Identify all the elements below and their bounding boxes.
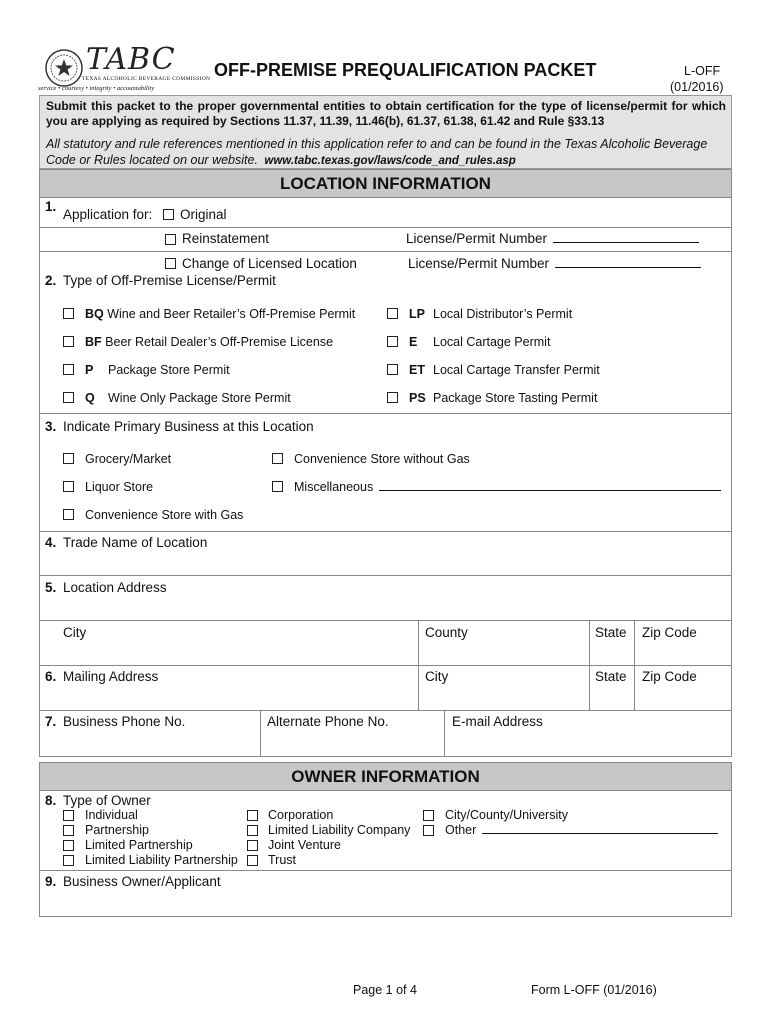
q8-number: 8.	[45, 793, 57, 808]
owner-partnership-label: Partnership	[85, 823, 149, 837]
mailing-state-label: State	[595, 669, 627, 684]
business-conv-nogas-checkbox[interactable]	[272, 453, 283, 464]
owner-corporation-checkbox[interactable]	[247, 810, 258, 821]
business-conv-gas-label: Convenience Store with Gas	[85, 508, 244, 522]
owner-llp-checkbox[interactable]	[63, 855, 74, 866]
location-city-label: City	[63, 625, 87, 640]
permit-q-checkbox[interactable]	[63, 392, 74, 403]
q4-label: Trade Name of Location	[63, 535, 208, 550]
permit-ps-code: PS	[409, 391, 426, 405]
owner-city-county-univ-checkbox[interactable]	[423, 810, 434, 821]
intro-note-text: All statutory and rule references mentioned in this application refer to and can be found in the Texas Alcoholic Beverage Code or Rules located on our website.	[46, 137, 708, 167]
q1-change-label: Change of Licensed Location	[182, 256, 357, 271]
license-number-input-2[interactable]	[555, 267, 701, 268]
intro-note	[46, 136, 730, 169]
q6-number: 6.	[45, 669, 57, 684]
permit-q-code: Q	[85, 391, 95, 405]
q7-number: 7.	[45, 714, 57, 729]
permit-e-checkbox[interactable]	[387, 336, 398, 347]
owner-trust-label: Trust	[268, 853, 297, 867]
trade-name-input[interactable]	[40, 552, 731, 574]
texas-seal-icon	[44, 48, 84, 88]
license-number-row-2	[408, 256, 701, 271]
owner-lp-label: Limited Partnership	[85, 838, 193, 852]
owner-other-label: Other	[445, 823, 477, 837]
owner-llp-label: Limited Liability Partnership	[85, 853, 238, 867]
license-number-input-1[interactable]	[553, 242, 699, 243]
owner-individual-label: Individual	[85, 808, 138, 822]
q2-number: 2.	[45, 273, 57, 288]
logo-motto: service • courtesy • integrity • accountability	[38, 85, 155, 92]
form-number: Form L-OFF (01/2016)	[531, 983, 657, 997]
license-number-label-2: License/Permit Number	[408, 256, 550, 271]
location-state-label: State	[595, 625, 627, 640]
email-label: E-mail Address	[452, 714, 543, 729]
permit-p-label: Package Store Permit	[108, 363, 230, 377]
checkbox-change-location[interactable]	[165, 258, 176, 269]
business-misc-input[interactable]	[379, 490, 721, 491]
tabc-logo	[38, 42, 211, 96]
q7-label: Business Phone No.	[63, 714, 186, 729]
q1-original-label: Original	[180, 207, 227, 222]
location-zip-label: Zip Code	[642, 625, 697, 640]
permit-code: BQ	[85, 307, 104, 321]
business-grocery-checkbox[interactable]	[63, 453, 74, 464]
owner-corporation-label: Corporation	[268, 808, 334, 822]
license-number-label-1: License/Permit Number	[406, 231, 548, 246]
owner-lp-checkbox[interactable]	[63, 840, 74, 851]
owner-section-heading: OWNER INFORMATION	[39, 762, 732, 791]
logo-wordmark: TABC	[86, 42, 176, 77]
form-code: L-OFF	[684, 64, 721, 78]
permit-e-code: E	[409, 335, 418, 349]
owner-llc-label: Limited Liability Company	[268, 823, 411, 837]
permit-lp-label: Local Distributor’s Permit	[433, 307, 573, 321]
permit-et-checkbox[interactable]	[387, 364, 398, 375]
permit-et-label: Local Cartage Transfer Permit	[433, 363, 600, 377]
q3-label: Indicate Primary Business at this Location	[63, 419, 314, 434]
business-grocery-label: Grocery/Market	[85, 452, 172, 466]
logo-subtitle: TEXAS ALCOHOLIC BEVERAGE COMMISSION	[82, 76, 211, 82]
intro-box	[39, 95, 732, 169]
q5-label: Location Address	[63, 580, 167, 595]
permit-code: BF	[85, 335, 102, 349]
permit-bf-checkbox[interactable]	[63, 336, 74, 347]
permit-p-checkbox[interactable]	[63, 364, 74, 375]
permit-bq-checkbox[interactable]	[63, 308, 74, 319]
intro-instructions: Submit this packet to the proper governmental entities to obtain certification for the type of license/permit for which you are applying as required by Sections 11.37, 11.39, 11.46(b), 61.37, 61.38, 61.42 and Rule §33.13	[46, 99, 726, 128]
checkbox-original[interactable]	[163, 209, 174, 220]
permit-label: Beer Retail Dealer’s Off-Premise License	[105, 335, 334, 349]
q1-reinstatement-label: Reinstatement	[182, 231, 270, 246]
page-title: OFF-PREMISE PREQUALIFICATION PACKET	[214, 60, 597, 80]
checkbox-reinstatement[interactable]	[165, 234, 176, 245]
business-liquor-label: Liquor Store	[85, 480, 154, 494]
permit-q-label: Wine Only Package Store Permit	[108, 391, 291, 405]
permit-ps-label: Package Store Tasting Permit	[433, 391, 598, 405]
business-owner-input[interactable]	[40, 892, 731, 916]
location-county-label: County	[425, 625, 468, 640]
business-liquor-checkbox[interactable]	[63, 481, 74, 492]
business-misc-checkbox[interactable]	[272, 481, 283, 492]
alt-phone-label: Alternate Phone No.	[267, 714, 389, 729]
license-number-row-1	[406, 231, 699, 246]
business-conv-nogas-label: Convenience Store without Gas	[294, 452, 470, 466]
owner-llc-checkbox[interactable]	[247, 825, 258, 836]
page-number: Page 1 of 4	[353, 983, 417, 997]
owner-individual-checkbox[interactable]	[63, 810, 74, 821]
permit-lp-code: LP	[409, 307, 425, 321]
permit-p-code: P	[85, 363, 94, 377]
business-conv-gas-checkbox[interactable]	[63, 509, 74, 520]
business-misc-label: Miscellaneous	[294, 480, 374, 494]
permit-e-label: Local Cartage Permit	[433, 335, 551, 349]
owner-jv-label: Joint Venture	[268, 838, 341, 852]
q9-number: 9.	[45, 874, 57, 889]
owner-city-county-univ-label: City/County/University	[445, 808, 568, 822]
owner-partnership-checkbox[interactable]	[63, 825, 74, 836]
rules-link[interactable]: www.tabc.texas.gov/laws/code_and_rules.asp	[264, 155, 516, 167]
form-date: (01/2016)	[670, 80, 724, 94]
q5-number: 5.	[45, 580, 57, 595]
owner-jv-checkbox[interactable]	[247, 840, 258, 851]
mailing-city-label: City	[425, 669, 449, 684]
q6-label: Mailing Address	[63, 669, 159, 684]
location-address-input[interactable]	[40, 597, 731, 619]
permit-ps-checkbox[interactable]	[387, 392, 398, 403]
owner-other-checkbox[interactable]	[423, 825, 434, 836]
permit-bf	[85, 335, 333, 349]
q1-label: Application for:	[63, 207, 153, 222]
q3-number: 3.	[45, 419, 57, 434]
q1-number: 1.	[45, 199, 57, 214]
q8-label: Type of Owner	[63, 793, 151, 808]
permit-et-code: ET	[409, 363, 425, 377]
business-misc-row	[294, 480, 721, 494]
permit-bq	[85, 307, 355, 321]
owner-other-input[interactable]	[482, 833, 718, 834]
owner-trust-checkbox[interactable]	[247, 855, 258, 866]
owner-other-row	[445, 823, 718, 837]
q2-label: Type of Off-Premise License/Permit	[63, 273, 276, 288]
q4-number: 4.	[45, 535, 57, 550]
location-section-heading: LOCATION INFORMATION	[39, 169, 732, 198]
permit-lp-checkbox[interactable]	[387, 308, 398, 319]
q9-label: Business Owner/Applicant	[63, 874, 221, 889]
permit-label: Wine and Beer Retailer’s Off-Premise Permit	[107, 307, 356, 321]
mailing-zip-label: Zip Code	[642, 669, 697, 684]
